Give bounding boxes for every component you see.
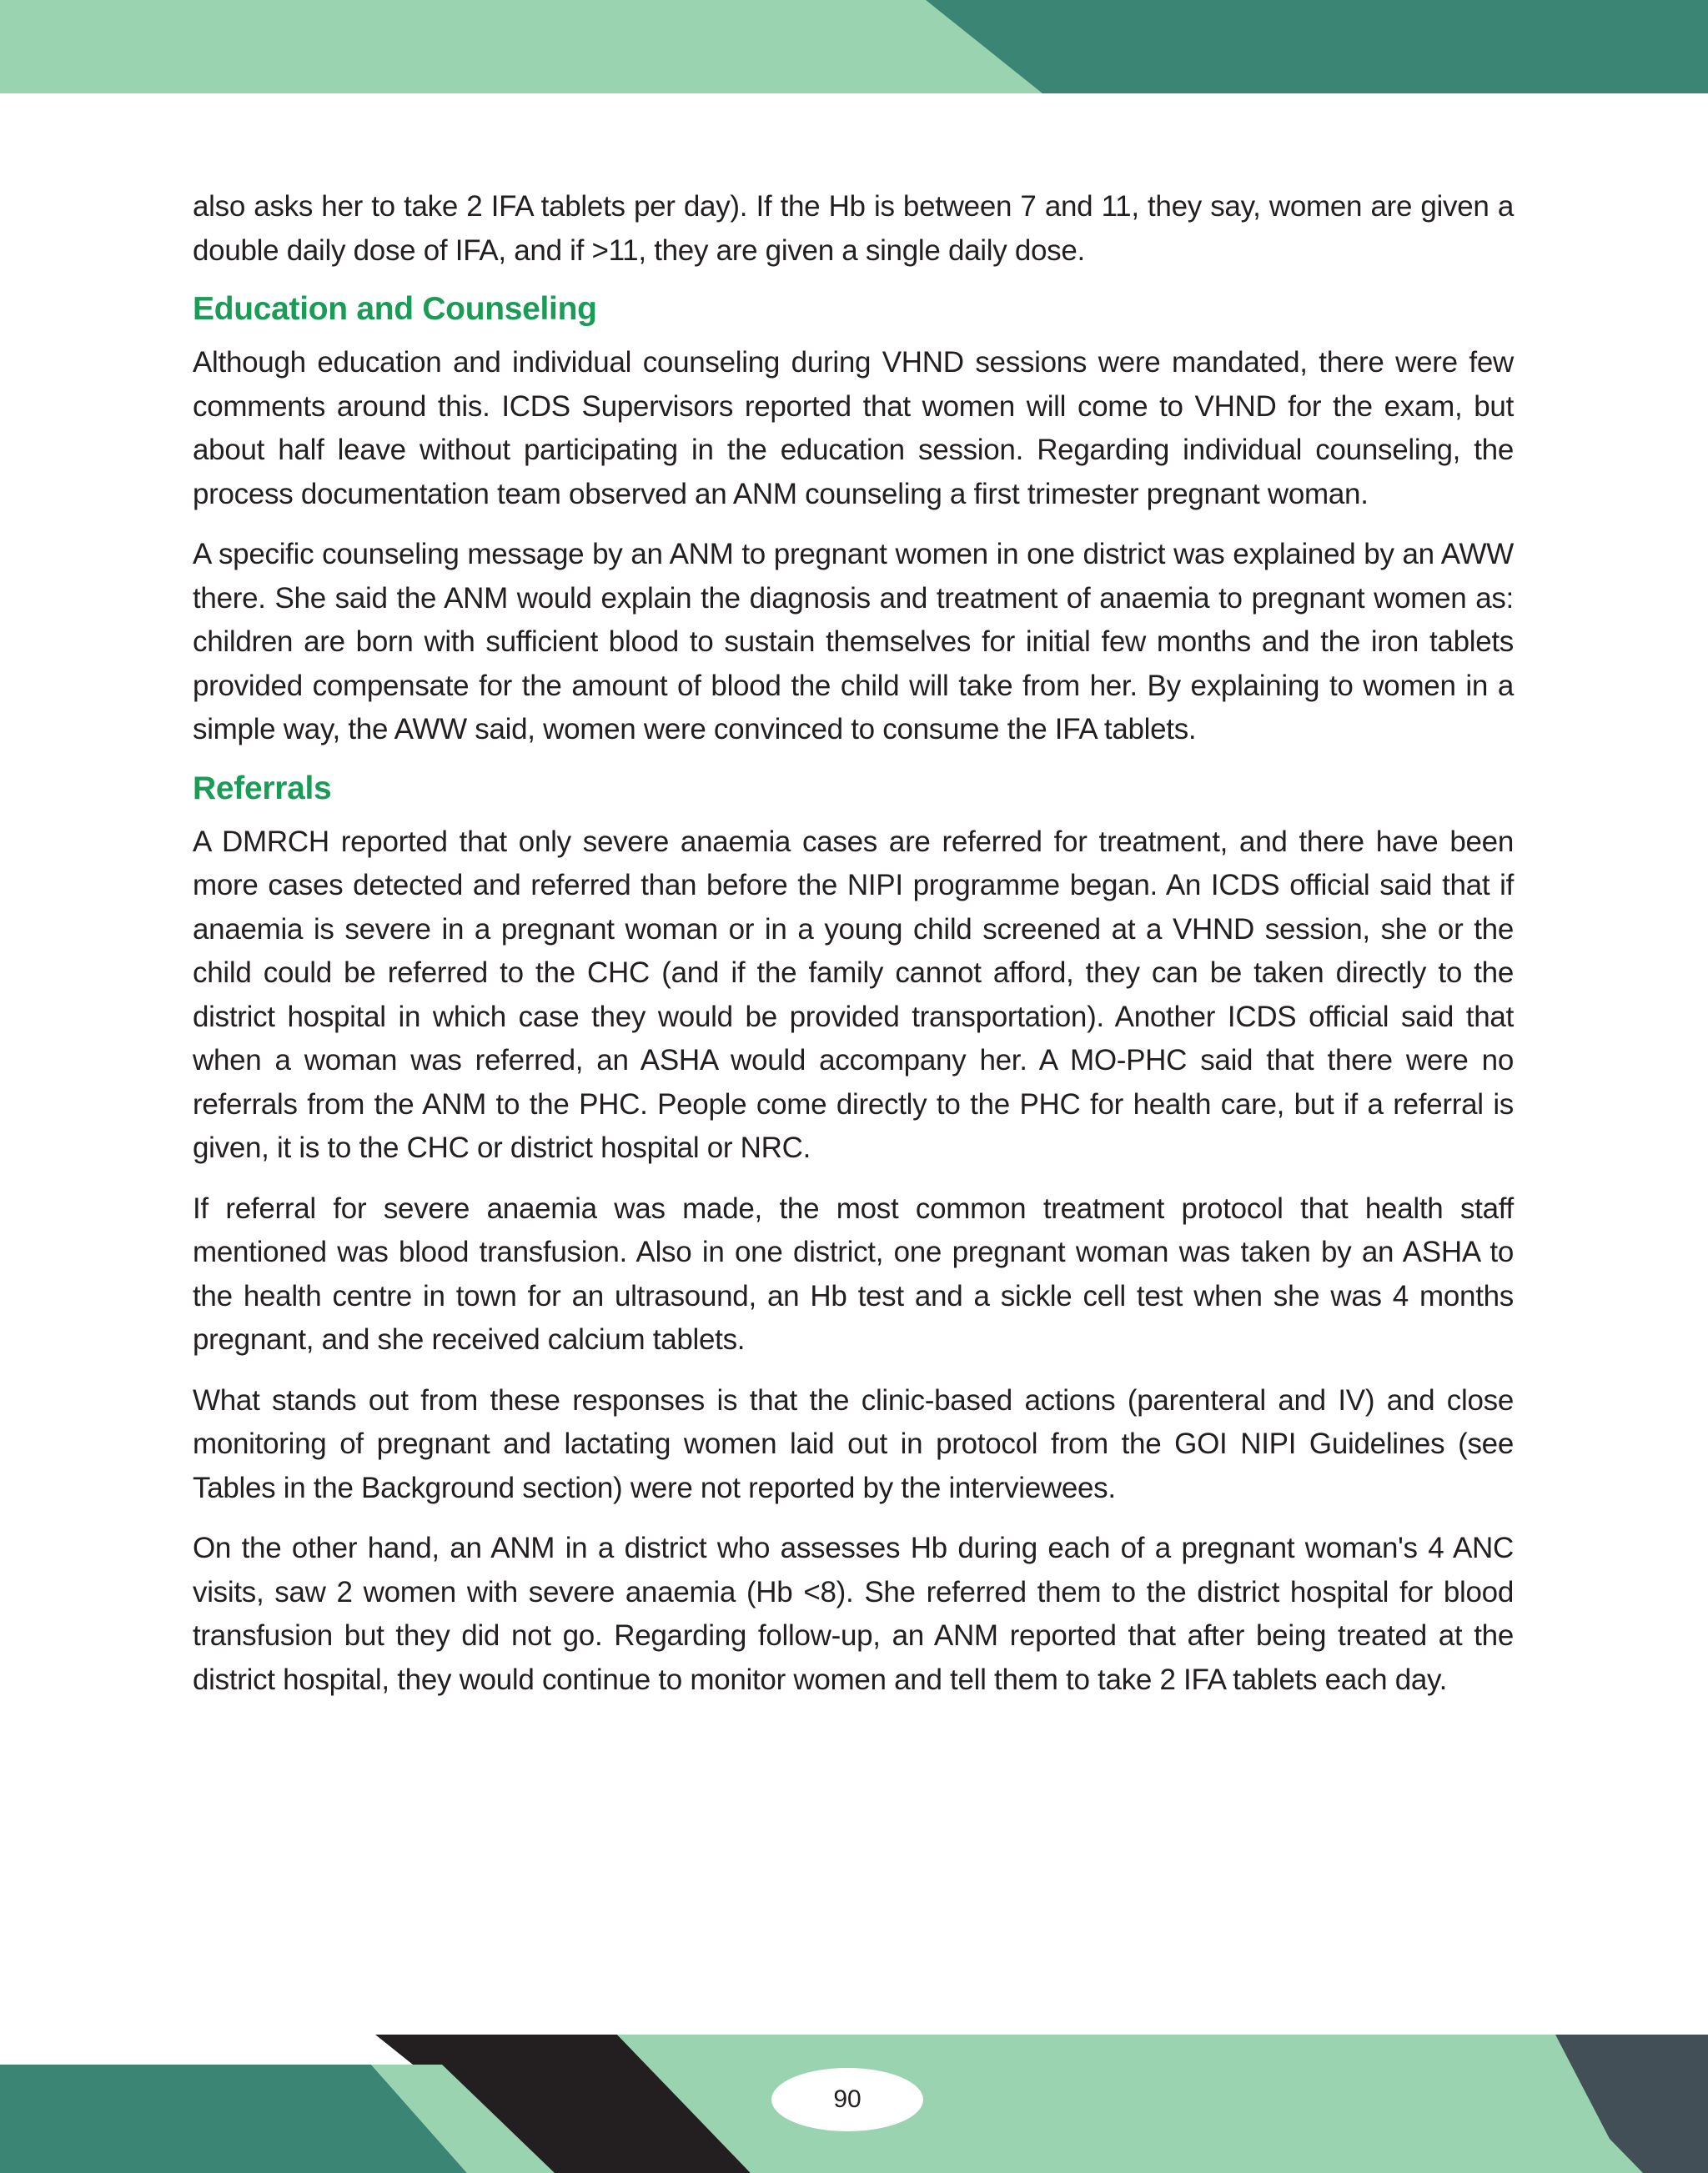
paragraph-education: Although education and individual counseling during VHND sessions were mandated, there were few comments around this. ICDS Supervisors reported that women will come to VHND for the exam, but about half leave without participating in the education session. Regarding individual counseling, the process documentation team observed an ANM counseling a first trimester pregnant woman. (193, 346, 1514, 510)
heading-education-counseling: Education and Counseling (193, 291, 597, 327)
paragraph-follow-up: On the other hand, an ANM in a district who assesses Hb during each of a pregnant woman's 4 ANC visits, saw 2 women with severe anaemia (Hb <8). She referred them to the district hospital for blood transfusion but they did not go. Regarding follow-up, an ANM reported that after being treated at the district hospital, they would continue to monitor women and tell them to take 2 IFA tablets each day. (193, 1532, 1514, 1696)
paragraph-counseling-message: A specific counseling message by an ANM to pregnant women in one district was explained by an AWW there. She said the ANM would explain the diagnosis and treatment of anaemia to pregnant women as: children are born with sufficient blood to sustain themselves for initial few months and the iron tablets provided compensate for the amount of blood the child will take from her. By explaining to women in a simple way, the AWW said, women were convinced to consume the IFA tablets. (193, 538, 1514, 745)
paragraph-referrals: A DMRCH reported that only severe anaemia cases are referred for treatment, and there have been more cases detected and referred than before the NIPI programme began. An ICDS official said that if anaemia is severe in a pregnant woman or in a young child screened at a VHND session, she or the child could be referred to the CHC (and if the family cannot afford, they can be taken directly to the district hospital in which case they would be provided transportation). Another ICDS official said that when a woman was referred, an ASHA would accompany her. A MO-PHC said that there were no referrals from the ANM to the PHC. People come directly to the PHC for health care, but if a referral is given, it is to the CHC or district hospital or NRC. (193, 825, 1514, 1164)
paragraph-ifa-dose: also asks her to take 2 IFA tablets per day). If the Hb is between 7 and 11, they say, women are given a double daily dose of IFA, and if >11, they are given a single daily dose. (193, 190, 1514, 267)
top-band-dark (926, 0, 1708, 93)
page-number: 90 (771, 2068, 923, 2131)
paragraph-treatment-protocol: If referral for severe anaemia was made, the most common treatment protocol that health staff mentioned was blood transfusion. Also in one district, one pregnant woman was taken by an ASHA to the health centre in town for an ultrasound, an Hb test and a sickle cell test when she was 4 months pregnant, and she received calcium tablets. (193, 1192, 1514, 1356)
paragraph-guidelines: What stands out from these responses is that the clinic-based actions (parenteral and IV) and close monitoring of pregnant and lactating women laid out in protocol from the GOI NIPI Guidelines (see Tables in the Background section) were not reported by the interviewees. (193, 1383, 1514, 1504)
bottom-band-light-center (617, 2035, 1643, 2173)
document-body (193, 185, 1514, 1719)
heading-referrals: Referrals (193, 770, 332, 806)
top-decorative-band (0, 0, 1708, 93)
